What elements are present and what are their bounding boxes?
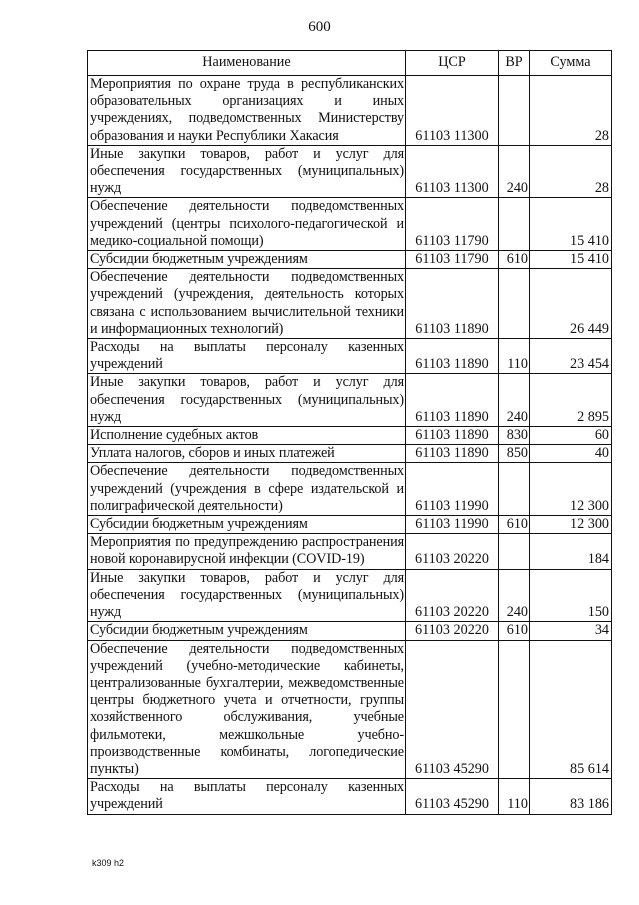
table-body [88, 76, 612, 815]
cell-name: Субсидии бюджетным учреждениям [88, 251, 406, 269]
cell-vr: 610 [499, 516, 530, 534]
cell-sum: 40 [530, 445, 612, 463]
cell-vr: 110 [499, 339, 530, 374]
cell-sum: 85 614 [530, 640, 612, 779]
cell-name: Обеспечение деятельности подведомственных учреждений (центры психолого-педагогической и медико-социальной помощи) [88, 198, 406, 251]
cell-vr [499, 534, 530, 569]
cell-name: Исполнение судебных актов [88, 427, 406, 445]
cell-sum: 15 410 [530, 251, 612, 269]
cell-vr [499, 269, 530, 339]
cell-vr: 610 [499, 622, 530, 640]
cell-vr: 240 [499, 374, 530, 427]
cell-csr: 61103 11790 [406, 251, 499, 269]
cell-vr [499, 76, 530, 146]
cell-csr: 61103 11890 [406, 269, 499, 339]
header-vr: ВР [499, 51, 530, 76]
cell-vr [499, 640, 530, 779]
cell-sum: 12 300 [530, 463, 612, 516]
cell-sum: 60 [530, 427, 612, 445]
table-header-row [88, 51, 612, 76]
cell-csr: 61103 11890 [406, 427, 499, 445]
header-name: Наименование [88, 51, 406, 76]
cell-sum: 184 [530, 534, 612, 569]
table-row [88, 76, 612, 146]
cell-sum: 34 [530, 622, 612, 640]
cell-vr: 110 [499, 779, 530, 814]
cell-name: Мероприятия по охране труда в республиканских образовательных организациях и иных учреждениях, подведомственных Министерству образования и науки Республики Хакасия [88, 76, 406, 146]
cell-csr: 61103 20220 [406, 622, 499, 640]
cell-name: Расходы на выплаты персоналу казенных учреждений [88, 339, 406, 374]
table-row [88, 534, 612, 569]
cell-vr: 240 [499, 145, 530, 198]
table-row [88, 622, 612, 640]
budget-table [87, 50, 612, 815]
cell-name: Мероприятия по предупреждению распространения новой коронавирусной инфекции (COVID-19) [88, 534, 406, 569]
table-row [88, 779, 612, 814]
table-row [88, 251, 612, 269]
cell-csr: 61103 20220 [406, 534, 499, 569]
cell-csr: 61103 11990 [406, 516, 499, 534]
cell-csr: 61103 11300 [406, 76, 499, 146]
table-row [88, 198, 612, 251]
cell-name: Иные закупки товаров, работ и услуг для обеспечения государственных (муниципальных) нужд [88, 145, 406, 198]
cell-vr: 830 [499, 427, 530, 445]
cell-name: Уплата налогов, сборов и иных платежей [88, 445, 406, 463]
cell-csr: 61103 11790 [406, 198, 499, 251]
cell-csr: 61103 11890 [406, 445, 499, 463]
table-row [88, 463, 612, 516]
cell-name: Иные закупки товаров, работ и услуг для обеспечения государственных (муниципальных) нужд [88, 569, 406, 622]
cell-vr: 610 [499, 251, 530, 269]
cell-name: Субсидии бюджетным учреждениям [88, 622, 406, 640]
cell-name: Обеспечение деятельности подведомственных учреждений (учреждения, деятельность которых связана с использованием вычислительной техники и информационных технологий) [88, 269, 406, 339]
cell-csr: 61103 11990 [406, 463, 499, 516]
header-sum: Сумма [530, 51, 612, 76]
cell-vr [499, 198, 530, 251]
cell-sum: 150 [530, 569, 612, 622]
cell-name: Расходы на выплаты персоналу казенных учреждений [88, 779, 406, 814]
cell-csr: 61103 20220 [406, 569, 499, 622]
table-row [88, 516, 612, 534]
cell-sum: 15 410 [530, 198, 612, 251]
cell-csr: 61103 11300 [406, 145, 499, 198]
table-row [88, 374, 612, 427]
cell-sum: 2 895 [530, 374, 612, 427]
cell-sum: 83 186 [530, 779, 612, 814]
cell-sum: 23 454 [530, 339, 612, 374]
footer-code: k309 h2 [92, 858, 125, 868]
table-row [88, 339, 612, 374]
cell-name: Субсидии бюджетным учреждениям [88, 516, 406, 534]
cell-csr: 61103 11890 [406, 339, 499, 374]
table-row [88, 445, 612, 463]
header-csr: ЦСР [406, 51, 499, 76]
cell-vr [499, 463, 530, 516]
table-row [88, 427, 612, 445]
cell-sum: 28 [530, 76, 612, 146]
table-row [88, 269, 612, 339]
table-row [88, 145, 612, 198]
table-row [88, 640, 612, 779]
cell-name: Иные закупки товаров, работ и услуг для обеспечения государственных (муниципальных) нужд [88, 374, 406, 427]
cell-csr: 61103 45290 [406, 779, 499, 814]
table-row [88, 569, 612, 622]
cell-csr: 61103 45290 [406, 640, 499, 779]
cell-sum: 26 449 [530, 269, 612, 339]
cell-csr: 61103 11890 [406, 374, 499, 427]
page-number: 600 [308, 19, 331, 35]
cell-sum: 28 [530, 145, 612, 198]
cell-name: Обеспечение деятельности подведомственных учреждений (учебно-методические кабинеты, централизованные бухгалтерии, межведомственные центры бюджетного учета и отчетности, группы хозяйственного обслуживания, учебные фильмотеки, межшкольные учебно-производственные комбинаты, логопедические пункты) [88, 640, 406, 779]
cell-sum: 12 300 [530, 516, 612, 534]
cell-name: Обеспечение деятельности подведомственных учреждений (учреждения в сфере издательской и полиграфической деятельности) [88, 463, 406, 516]
cell-vr: 850 [499, 445, 530, 463]
cell-vr: 240 [499, 569, 530, 622]
